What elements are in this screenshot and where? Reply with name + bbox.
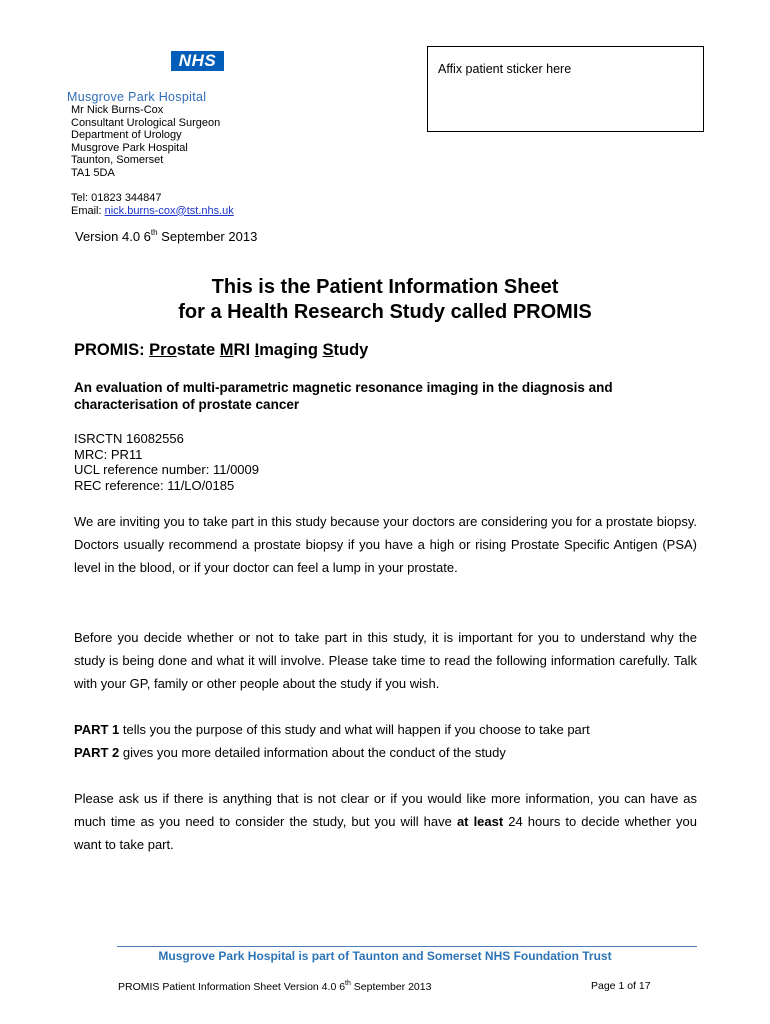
study-subtitle: PROMIS: Prostate MRI Imaging Study [74, 341, 369, 359]
document-title [0, 275, 770, 325]
address-line: Taunton, Somerset [71, 154, 164, 167]
intro-paragraph: We are inviting you to take part in this study because your doctors are considering you for a prostate biopsy. Doctors usually recommend a prostate biopsy if you have a high or rising Prostate Specific Antigen (PSA) level in the blood, or if your doctor can feel a lump in your prostate. [74, 514, 697, 576]
reference-line: ISRCTN 16082556 [74, 431, 184, 446]
reference-line: REC reference: 11/LO/0185 [74, 477, 235, 493]
reference-line: MRC: PR11 [74, 446, 143, 462]
nhs-logo: NHS [171, 51, 224, 71]
page-number: Page 1 of 17 [591, 980, 651, 992]
address-line: TA1 5DA [71, 166, 115, 179]
address-line: Department of Urology [71, 129, 182, 142]
decision-paragraph: Before you decide whether or not to take part in this study, it is important for you to understand why the study is being done and what it will involve. Please take time to read the following information carefully. Talk with your GP, family or other people about the study if you wish. [74, 630, 697, 692]
address-line: Musgrove Park Hospital [71, 141, 188, 154]
email-link[interactable]: nick.burns-cox@tst.nhs.uk [104, 204, 234, 217]
title-line-1: This is the Patient Information Sheet [211, 276, 559, 298]
patient-sticker-box [427, 46, 704, 132]
email-line [71, 205, 234, 218]
contact-block [71, 192, 234, 217]
sticker-label: Affix patient sticker here [438, 62, 572, 76]
questions-paragraph: Please ask us if there is anything that is not clear or if you would like more information, you can have as much time as you need to consider the study, but you will have at least 24 hours to decide whether you want to take part. [74, 791, 697, 853]
study-description: An evaluation of multi-parametric magnetic resonance imaging in the diagnosis and characterisation of prostate cancer [74, 380, 613, 412]
part-2-line: PART 2 gives you more detailed information about the conduct of the study [74, 745, 506, 761]
part-1-line: PART 1 tells you the purpose of this study and what will happen if you choose to take part [74, 722, 590, 737]
address-block [71, 104, 220, 180]
footer-document-info: PROMIS Patient Information Sheet Version 4.0 6th September 2013 [118, 980, 432, 993]
title-line-2: for a Health Research Study called PROMIS [178, 301, 592, 323]
reference-line: UCL reference number: 11/0009 [74, 462, 259, 477]
footer-divider [117, 946, 697, 947]
parts-paragraph [74, 718, 697, 764]
footer-trust-line: Musgrove Park Hospital is part of Taunton and Somerset NHS Foundation Trust [158, 949, 612, 963]
reference-numbers [74, 431, 259, 493]
hospital-name: Musgrove Park Hospital [67, 90, 207, 104]
address-line: Consultant Urological Surgeon [71, 116, 221, 129]
email-label: Email: [71, 204, 105, 217]
version-line: Version 4.0 6th September 2013 [75, 228, 258, 244]
telephone: Tel: 01823 344847 [71, 192, 162, 204]
address-line: Mr Nick Burns-Cox [71, 104, 164, 116]
